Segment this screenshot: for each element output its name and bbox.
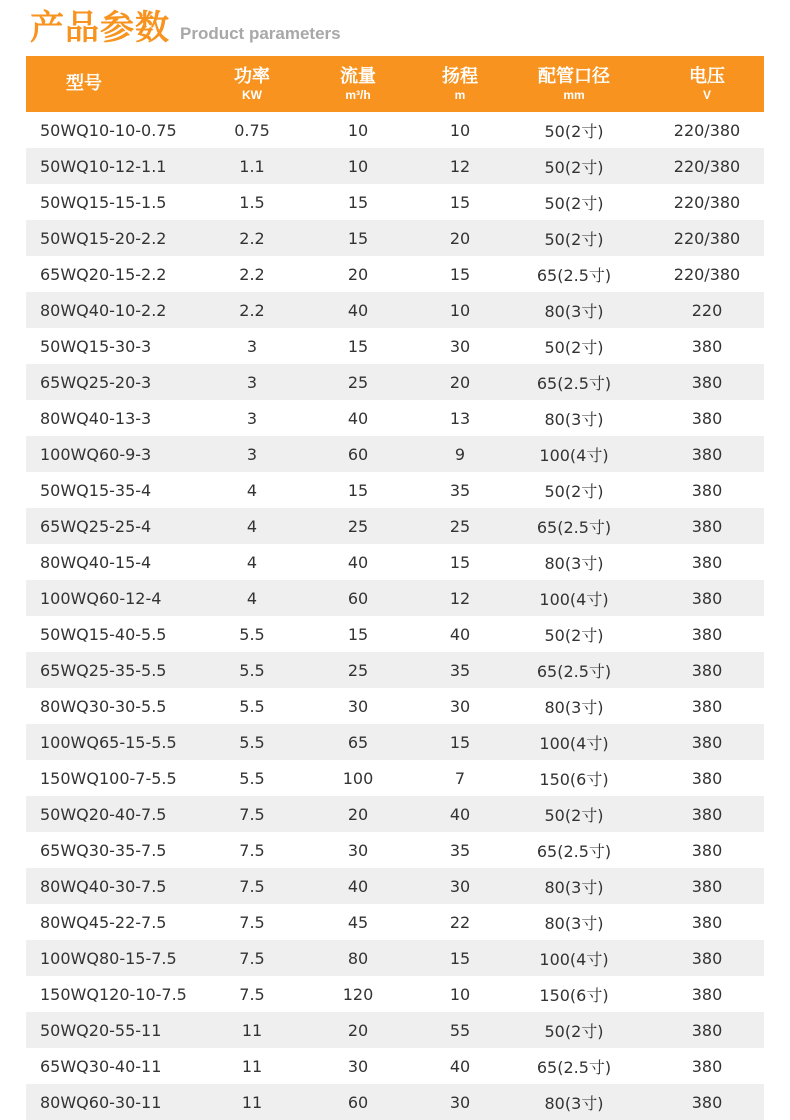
voltage-cell: 380 [691, 1020, 723, 1040]
model-cell: 100WQ60-9-3 [40, 444, 152, 464]
table-row [26, 436, 764, 472]
voltage-cell: 380 [691, 768, 723, 788]
power-cell: 7.5 [239, 876, 265, 896]
power-cell: 0.75 [234, 120, 270, 140]
power-cell: 3 [246, 336, 258, 356]
power-cell: 3 [246, 444, 258, 464]
column-header-label: 电压 [689, 66, 725, 87]
pipe-diameter-cell: 150(6寸) [539, 769, 609, 789]
flow-cell: 45 [347, 912, 369, 932]
voltage-cell: 380 [691, 912, 723, 932]
model-cell: 50WQ10-12-1.1 [40, 156, 167, 176]
power-cell: 2.2 [239, 264, 265, 284]
voltage-cell: 220/380 [673, 228, 741, 248]
head-cell: 30 [449, 696, 471, 716]
flow-cell: 30 [347, 1056, 369, 1076]
power-cell: 11 [241, 1056, 263, 1076]
model-cell: 50WQ20-55-11 [40, 1020, 162, 1040]
column-header-power [210, 56, 294, 112]
table-row [26, 544, 764, 580]
flow-cell: 20 [347, 1020, 369, 1040]
table-row [26, 832, 764, 868]
model-cell: 50WQ15-40-5.5 [40, 624, 167, 644]
voltage-cell: 380 [691, 660, 723, 680]
head-cell: 9 [454, 444, 466, 464]
column-header-flow [294, 56, 422, 112]
power-cell: 5.5 [239, 768, 265, 788]
column-header-unit: m [454, 88, 466, 102]
pipe-diameter-cell: 80(3寸) [544, 877, 604, 897]
model-cell: 80WQ30-30-5.5 [40, 696, 167, 716]
table-row [26, 328, 764, 364]
voltage-cell: 380 [691, 372, 723, 392]
head-cell: 20 [449, 372, 471, 392]
power-cell: 1.5 [239, 192, 265, 212]
model-cell: 65WQ30-35-7.5 [40, 840, 167, 860]
voltage-cell: 380 [691, 1092, 723, 1112]
head-cell: 15 [449, 732, 471, 752]
model-cell: 80WQ40-13-3 [40, 408, 152, 428]
power-cell: 5.5 [239, 696, 265, 716]
table-row [26, 220, 764, 256]
model-cell: 50WQ20-40-7.5 [40, 804, 167, 824]
power-cell: 5.5 [239, 732, 265, 752]
power-cell: 5.5 [239, 624, 265, 644]
flow-cell: 15 [347, 480, 369, 500]
column-header-label: 配管口径 [538, 66, 610, 87]
pipe-diameter-cell: 50(2寸) [544, 157, 604, 177]
column-header-label: 扬程 [442, 66, 478, 87]
power-cell: 7.5 [239, 840, 265, 860]
voltage-cell: 220/380 [673, 264, 741, 284]
pipe-diameter-cell: 80(3寸) [544, 697, 604, 717]
head-cell: 35 [449, 480, 471, 500]
table-row [26, 292, 764, 328]
head-cell: 15 [449, 192, 471, 212]
voltage-cell: 380 [691, 336, 723, 356]
pipe-diameter-cell: 50(2寸) [544, 337, 604, 357]
model-cell: 50WQ15-30-3 [40, 336, 152, 356]
flow-cell: 100 [342, 768, 374, 788]
head-cell: 10 [449, 120, 471, 140]
column-header-model [26, 56, 210, 112]
power-cell: 7.5 [239, 948, 265, 968]
head-cell: 13 [449, 408, 471, 428]
pipe-diameter-cell: 65(2.5寸) [536, 1057, 612, 1077]
flow-cell: 10 [347, 120, 369, 140]
column-header-label: 型号 [66, 73, 102, 94]
model-cell: 80WQ60-30-11 [40, 1092, 162, 1112]
flow-cell: 40 [347, 300, 369, 320]
voltage-cell: 380 [691, 804, 723, 824]
voltage-cell: 380 [691, 552, 723, 572]
pipe-diameter-cell: 65(2.5寸) [536, 661, 612, 681]
table-row [26, 1048, 764, 1084]
voltage-cell: 220/380 [673, 192, 741, 212]
flow-cell: 20 [347, 804, 369, 824]
table-body [26, 112, 764, 1120]
pipe-diameter-cell: 100(4寸) [539, 733, 609, 753]
column-header-unit: V [702, 88, 711, 102]
head-cell: 12 [449, 588, 471, 608]
table-row [26, 868, 764, 904]
head-cell: 15 [449, 552, 471, 572]
voltage-cell: 380 [691, 1056, 723, 1076]
flow-cell: 15 [347, 336, 369, 356]
table-row [26, 976, 764, 1012]
flow-cell: 40 [347, 408, 369, 428]
flow-cell: 120 [342, 984, 374, 1004]
head-cell: 30 [449, 336, 471, 356]
table-row [26, 652, 764, 688]
flow-cell: 30 [347, 840, 369, 860]
power-cell: 3 [246, 372, 258, 392]
model-cell: 150WQ120-10-7.5 [40, 984, 187, 1004]
voltage-cell: 380 [691, 732, 723, 752]
table-row [26, 724, 764, 760]
table-row [26, 364, 764, 400]
flow-cell: 25 [347, 660, 369, 680]
pipe-diameter-cell: 80(3寸) [544, 409, 604, 429]
model-cell: 65WQ25-25-4 [40, 516, 152, 536]
head-cell: 55 [449, 1020, 471, 1040]
table-row [26, 616, 764, 652]
model-cell: 50WQ10-10-0.75 [40, 120, 177, 140]
flow-cell: 10 [347, 156, 369, 176]
head-cell: 30 [449, 1092, 471, 1112]
power-cell: 4 [246, 552, 258, 572]
table-row [26, 940, 764, 976]
column-header-unit: m³/h [345, 88, 371, 102]
head-cell: 7 [454, 768, 466, 788]
pipe-diameter-cell: 100(4寸) [539, 445, 609, 465]
voltage-cell: 380 [691, 696, 723, 716]
table-row [26, 472, 764, 508]
model-cell: 65WQ30-40-11 [40, 1056, 162, 1076]
head-cell: 40 [449, 1056, 471, 1076]
model-cell: 100WQ65-15-5.5 [40, 732, 177, 752]
table-row [26, 796, 764, 832]
pipe-diameter-cell: 50(2寸) [544, 193, 604, 213]
column-header-head [422, 56, 498, 112]
column-header-unit: mm [563, 88, 585, 102]
voltage-cell: 380 [691, 516, 723, 536]
flow-cell: 60 [347, 444, 369, 464]
power-cell: 3 [246, 408, 258, 428]
voltage-cell: 380 [691, 984, 723, 1004]
pipe-diameter-cell: 80(3寸) [544, 301, 604, 321]
column-header-voltage [650, 56, 764, 112]
pipe-diameter-cell: 80(3寸) [544, 913, 604, 933]
model-cell: 100WQ60-12-4 [40, 588, 162, 608]
pipe-diameter-cell: 50(2寸) [544, 229, 604, 249]
flow-cell: 60 [347, 1092, 369, 1112]
pipe-diameter-cell: 100(4寸) [539, 589, 609, 609]
voltage-cell: 380 [691, 624, 723, 644]
head-cell: 12 [449, 156, 471, 176]
table-row [26, 184, 764, 220]
power-cell: 5.5 [239, 660, 265, 680]
model-cell: 80WQ40-15-4 [40, 552, 152, 572]
model-cell: 80WQ45-22-7.5 [40, 912, 167, 932]
model-cell: 65WQ25-35-5.5 [40, 660, 167, 680]
power-cell: 4 [246, 516, 258, 536]
power-cell: 1.1 [239, 156, 265, 176]
product-parameters-table [26, 56, 764, 1120]
model-cell: 65WQ20-15-2.2 [40, 264, 167, 284]
voltage-cell: 220 [691, 300, 723, 320]
pipe-diameter-cell: 65(2.5寸) [536, 373, 612, 393]
head-cell: 15 [449, 264, 471, 284]
voltage-cell: 380 [691, 840, 723, 860]
page-title: 产品参数 [30, 8, 170, 48]
pipe-diameter-cell: 50(2寸) [544, 1021, 604, 1041]
model-cell: 50WQ15-15-1.5 [40, 192, 167, 212]
pipe-diameter-cell: 50(2寸) [544, 481, 604, 501]
head-cell: 15 [449, 948, 471, 968]
page-subtitle: Product parameters [180, 24, 341, 43]
pipe-diameter-cell: 65(2.5寸) [536, 517, 612, 537]
head-cell: 10 [449, 984, 471, 1004]
power-cell: 2.2 [239, 300, 265, 320]
table-row [26, 904, 764, 940]
pipe-diameter-cell: 150(6寸) [539, 985, 609, 1005]
head-cell: 22 [449, 912, 471, 932]
table-row [26, 760, 764, 796]
voltage-cell: 380 [691, 408, 723, 428]
model-cell: 80WQ40-10-2.2 [40, 300, 167, 320]
model-cell: 150WQ100-7-5.5 [40, 768, 177, 788]
column-header-unit: KW [242, 88, 262, 102]
head-cell: 10 [449, 300, 471, 320]
model-cell: 50WQ15-20-2.2 [40, 228, 167, 248]
pipe-diameter-cell: 50(2寸) [544, 625, 604, 645]
model-cell: 50WQ15-35-4 [40, 480, 152, 500]
head-cell: 35 [449, 840, 471, 860]
flow-cell: 15 [347, 192, 369, 212]
table-row [26, 148, 764, 184]
table-row [26, 1084, 764, 1120]
model-cell: 65WQ25-20-3 [40, 372, 152, 392]
head-cell: 40 [449, 624, 471, 644]
voltage-cell: 380 [691, 588, 723, 608]
voltage-cell: 380 [691, 480, 723, 500]
table-row [26, 400, 764, 436]
head-cell: 40 [449, 804, 471, 824]
table-row [26, 508, 764, 544]
table-row [26, 1012, 764, 1048]
voltage-cell: 380 [691, 948, 723, 968]
pipe-diameter-cell: 50(2寸) [544, 805, 604, 825]
flow-cell: 60 [347, 588, 369, 608]
power-cell: 11 [241, 1092, 263, 1112]
flow-cell: 20 [347, 264, 369, 284]
page-header [30, 0, 341, 48]
power-cell: 7.5 [239, 984, 265, 1004]
pipe-diameter-cell: 65(2.5寸) [536, 265, 612, 285]
column-header-label: 功率 [234, 66, 270, 87]
flow-cell: 25 [347, 372, 369, 392]
flow-cell: 25 [347, 516, 369, 536]
head-cell: 20 [449, 228, 471, 248]
voltage-cell: 380 [691, 444, 723, 464]
flow-cell: 15 [347, 624, 369, 644]
voltage-cell: 220/380 [673, 156, 741, 176]
head-cell: 25 [449, 516, 471, 536]
power-cell: 2.2 [239, 228, 265, 248]
pipe-diameter-cell: 50(2寸) [544, 121, 604, 141]
table-row [26, 256, 764, 292]
table-header-row [26, 56, 764, 112]
model-cell: 80WQ40-30-7.5 [40, 876, 167, 896]
flow-cell: 65 [347, 732, 369, 752]
power-cell: 7.5 [239, 804, 265, 824]
flow-cell: 30 [347, 696, 369, 716]
model-cell: 100WQ80-15-7.5 [40, 948, 177, 968]
column-header-label: 流量 [340, 66, 376, 87]
table-row [26, 688, 764, 724]
head-cell: 35 [449, 660, 471, 680]
voltage-cell: 380 [691, 876, 723, 896]
pipe-diameter-cell: 65(2.5寸) [536, 841, 612, 861]
power-cell: 11 [241, 1020, 263, 1040]
flow-cell: 15 [347, 228, 369, 248]
power-cell: 7.5 [239, 912, 265, 932]
flow-cell: 80 [347, 948, 369, 968]
table-row [26, 112, 764, 148]
power-cell: 4 [246, 480, 258, 500]
pipe-diameter-cell: 80(3寸) [544, 553, 604, 573]
voltage-cell: 220/380 [673, 120, 741, 140]
pipe-diameter-cell: 80(3寸) [544, 1093, 604, 1113]
column-header-pipe-diameter [498, 56, 650, 112]
flow-cell: 40 [347, 876, 369, 896]
pipe-diameter-cell: 100(4寸) [539, 949, 609, 969]
power-cell: 4 [246, 588, 258, 608]
table-row [26, 580, 764, 616]
flow-cell: 40 [347, 552, 369, 572]
head-cell: 30 [449, 876, 471, 896]
